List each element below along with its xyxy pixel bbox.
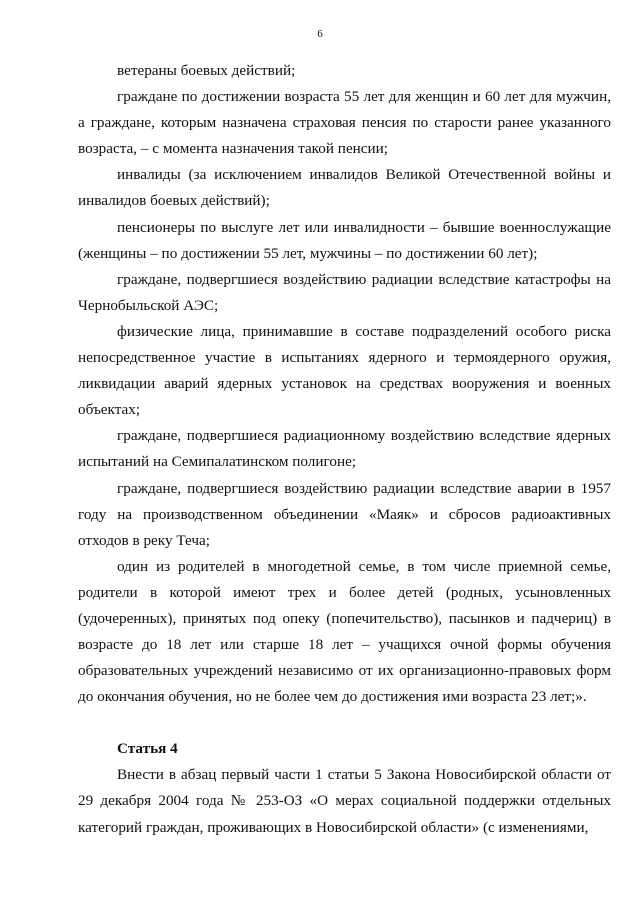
paragraph-chernobyl: граждане, подвергшиеся воздействию радиации вследствие катастрофы на Чернобыльской АЭС; [78, 270, 611, 314]
paragraph-service-pensioners: пенсионеры по выслуге лет или инвалидности – бывшие военнослужащие (женщины – по достижении 55 лет, мужчины – по достижении 60 лет); [78, 218, 611, 262]
paragraph-article-4-intro: Внести в абзац первый части 1 статьи 5 Закона Новосибирской области от 29 декабря 2004 года № 253-ОЗ «О мерах социальной поддержки отдельных категорий граждан, проживающих в Новосибирской области» (с изменениями, [78, 766, 611, 836]
paragraph-retirement-age: граждане по достижении возраста 55 лет для женщин и 60 лет для мужчин, а граждане, которым назначена страховая пенсия по старости ранее указанного возраста, – с момента назначения такой пенсии; [78, 88, 611, 158]
document-body [78, 58, 611, 841]
section-spacer [78, 710, 611, 736]
paragraph-combat-veterans: ветераны боевых действий; [117, 62, 296, 79]
paragraph-disabled-persons: инвалиды (за исключением инвалидов Великой Отечественной войны и инвалидов боевых действий); [78, 166, 611, 210]
page-number: 6 [317, 28, 323, 40]
paragraph-mayak: граждане, подвергшиеся воздействию радиации вследствие аварии в 1957 году на производственном объединении «Маяк» и сбросов радиоактивных отходов в реку Теча; [78, 479, 611, 549]
article-heading: Статья 4 [117, 740, 178, 758]
paragraph-semipalatinsk: граждане, подвергшиеся радиационному воздействию вследствие ядерных испытаний на Семипалатинском полигоне; [78, 427, 611, 471]
paragraph-large-family-parent: один из родителей в многодетной семье, в том числе приемной семье, родители в которой имеют трех и более детей (родных, усыновленных (удочеренных), принятых под опеку (попечительство), пасынков и падчериц) в возрасте до 18 лет или старше 18 лет – учащихся очной формы обучения образовательных учреждений независимо от их организационно-правовых форм до окончания обучения, но не более чем до достижения ими возраста 23 лет;». [78, 557, 611, 706]
paragraph-special-risk-units: физические лица, принимавшие в составе подразделений особого риска непосредственное участие в испытаниях ядерного и термоядерного оружия, ликвидации аварий ядерных установок на средствах вооружения и военных объектах; [78, 322, 611, 419]
